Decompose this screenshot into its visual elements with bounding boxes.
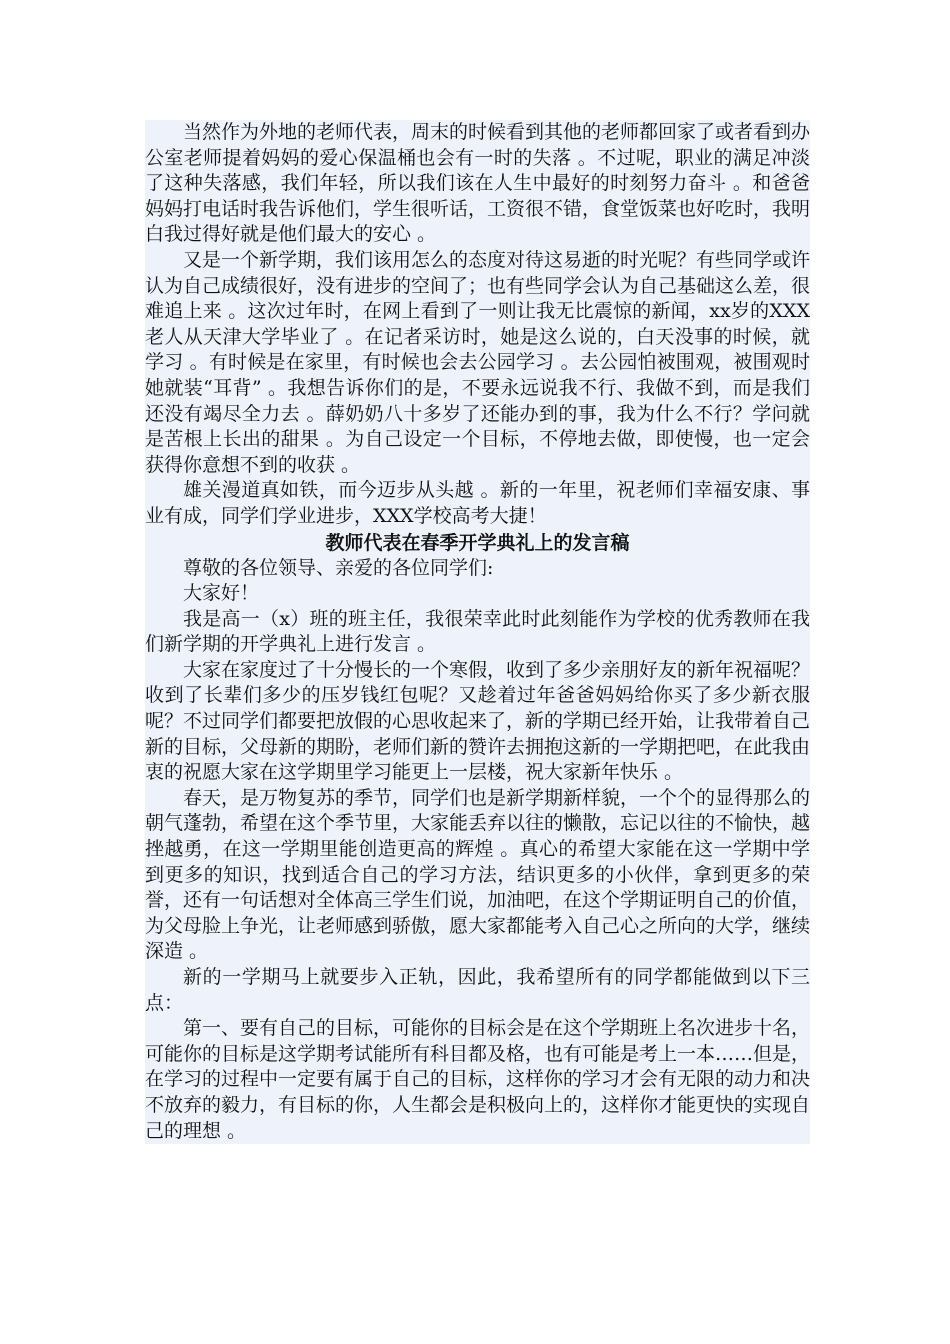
salutation: 尊敬的各位领导、亲爱的各位同学们:	[145, 556, 810, 582]
body-paragraph: 又是一个新学期，我们该用怎么的态度对待这易逝的时光呢？有些同学或许认为自己成绩很好，没有进步的空间了；也有些同学会认为自己基础这么差，很难追上来 。这次过年时，在网上看到了一则让我无比震惊的新闻，xx岁的XXX老人从天津大学毕业了 。在记者采访时，她是这么说的，白天没事的时候，就学习 。有时候是在家里，有时候也会去公园学习 。去公园怕被围观，被围观时她就装“耳背” 。我想告诉你们的是，不要永远说我不行、我做不到，而是我们还没有竭尽全力去 。薛奶奶八十多岁了还能办到的事，我为什么不行？学问就是苦根上长出的甜果 。为自己设定一个目标，不停地去做，即使慢，也一定会获得你意想不到的收获 。	[145, 248, 810, 478]
greeting: 大家好！	[145, 581, 810, 607]
body-paragraph: 雄关漫道真如铁，而今迈步从头越 。新的一年里，祝老师们幸福安康、事业有成，同学们学业进步，XXX学校高考大捷！	[145, 478, 810, 529]
body-paragraph: 春天，是万物复苏的季节，同学们也是新学期新样貌，一个个的显得那么的朝气蓬勃，希望在这个季节里，大家能丢弃以往的懒散，忘记以往的不愉快，越挫越勇，在这一学期里能创造更高的辉煌 。真心的希望大家能在这一学期中学到更多的知识，找到适合自己的学习方法，结识更多的小伙伴，拿到更多的荣誉，还有一句话想对全体高三学生们说，加油吧，在这个学期证明自己的价值，为父母脸上争光，让老师感到骄傲，愿大家都能考入自己心之所向的大学，继续深造 。	[145, 786, 810, 965]
section-heading: 教师代表在春季开学典礼上的发言稿	[145, 530, 810, 556]
body-paragraph: 大家在家度过了十分慢长的一个寒假，收到了多少亲朋好友的新年祝福呢？收到了长辈们多少的压岁钱红包呢？又趁着过年爸爸妈妈给你买了多少新衣服呢？不过同学们都要把放假的心思收起来了，新的学期已经开始，让我带着自己新的目标，父母新的期盼，老师们新的赞许去拥抱这新的一学期把吧，在此我由衷的祝愿大家在这学期里学习能更上一层楼，祝大家新年快乐 。	[145, 658, 810, 786]
document-body	[145, 120, 810, 1144]
body-paragraph: 我是高一（x）班的班主任，我很荣幸此时此刻能作为学校的优秀教师在我们新学期的开学典礼上进行发言 。	[145, 607, 810, 658]
body-paragraph: 当然作为外地的老师代表，周末的时候看到其他的老师都回家了或者看到办公室老师提着妈妈的爱心保温桶也会有一时的失落 。不过呢，职业的满足冲淡了这种失落感，我们年轻，所以我们该在人生中最好的时刻努力奋斗 。和爸爸妈妈打电话时我告诉他们，学生很听话，工资很不错，食堂饭菜也好吃时，我明白我过得好就是他们最大的安心 。	[145, 120, 810, 248]
body-paragraph: 第一、要有自己的目标，可能你的目标会是在这个学期班上名次进步十名，可能你的目标是这学期考试能所有科目都及格，也有可能是考上一本……但是，在学习的过程中一定要有属于自己的目标，这样你的学习才会有无限的动力和决不放弃的毅力，有目标的你，人生都会是积极向上的，这样你才能更快的实现自己的理想 。	[145, 1016, 810, 1144]
body-paragraph: 新的一学期马上就要步入正轨，因此，我希望所有的同学都能做到以下三点：	[145, 965, 810, 1016]
